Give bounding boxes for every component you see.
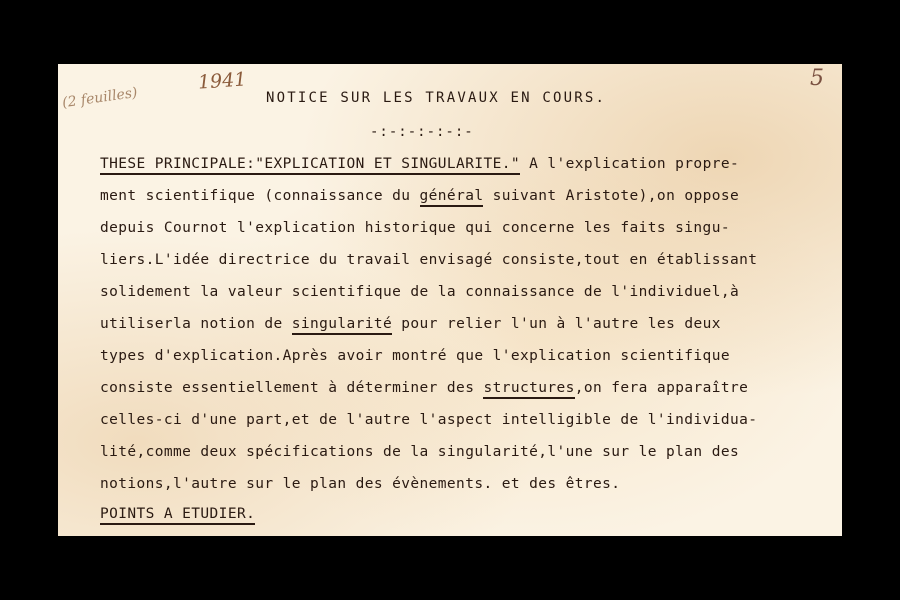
points-heading: POINTS A ETUDIER. <box>100 506 255 525</box>
text-line-1 <box>100 156 739 172</box>
handwritten-year: 1941 <box>197 68 248 94</box>
document-page <box>58 64 842 536</box>
text-line-9: celles-ci d'une part,et de l'autre l'aspect intelligible de l'individua- <box>100 412 758 428</box>
underlined-general: général <box>420 188 484 207</box>
document-title: NOTICE SUR LES TRAVAUX EN COURS. <box>266 90 607 106</box>
underlined-singularite: singularité <box>292 316 392 335</box>
title-separator: -:-:-:-:-:- <box>370 124 474 140</box>
line-6-pre: utiliserla notion de <box>100 316 292 332</box>
line-8-pre: consiste essentiellement à déterminer des <box>100 380 484 396</box>
handwritten-page-number: 5 <box>810 66 824 91</box>
text-line-6 <box>100 316 721 332</box>
handwritten-margin-note: (2 feuilles) <box>61 84 139 112</box>
line-2-rest: suivant Aristote),on oppose <box>483 188 740 204</box>
text-line-2 <box>100 188 739 204</box>
text-line-4: liers.L'idée directrice du travail envisagé consiste,tout en établissant <box>100 252 758 268</box>
text-line-5: solidement la valeur scientifique de la connaissance de l'individuel,à <box>100 284 740 300</box>
text-line-7: types d'explication.Après avoir montré que l'explication scientifique <box>100 348 730 364</box>
text-line-10: lité,comme deux spécifications de la singularité,l'une sur le plan des <box>100 444 740 460</box>
underlined-structures: structures <box>483 380 574 399</box>
line-6-rest: pour relier l'un à l'autre les deux <box>392 316 721 332</box>
thesis-heading: THESE PRINCIPALE:"EXPLICATION ET SINGULARITE." <box>100 156 520 175</box>
text-line-11: notions,l'autre sur le plan des évènements. et des êtres. <box>100 476 621 492</box>
text-line-12 <box>100 506 255 522</box>
line-2-pre: ment scientifique (connaissance du <box>100 188 420 204</box>
text-line-3: depuis Cournot l'explication historique qui concerne les faits singu- <box>100 220 730 236</box>
text-line-8 <box>100 380 748 396</box>
line-8-rest: ,on fera apparaître <box>574 380 749 396</box>
line-1-rest: A l'explication propre- <box>519 156 740 172</box>
